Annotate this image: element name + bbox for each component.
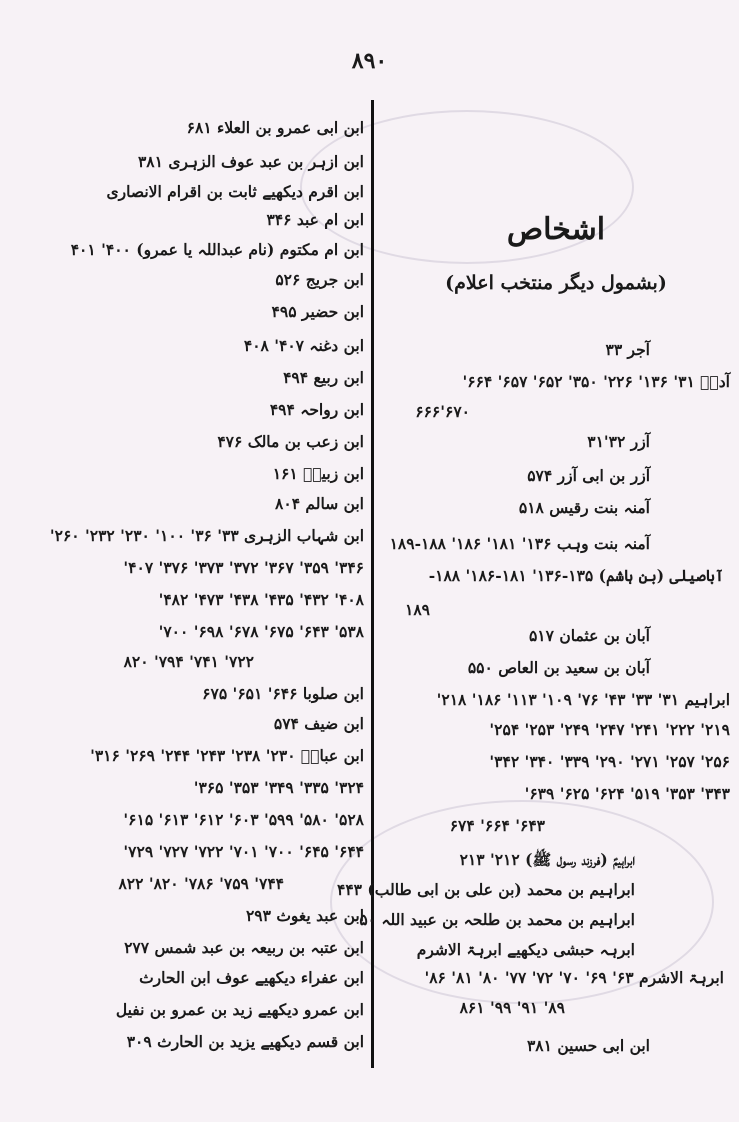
index-entry: ابن ربیع ۴۹۴ [283,368,364,387]
index-entry: آباصیلی (بن ہاشم) ۱۳۵-۱۳۶' ۱۸۱-۱۸۶' ۱۸۸- [428,566,724,585]
index-entry: ابن ازہر بن عبد عوف الزہری ۳۸۱ [137,152,364,171]
index-entry: ۲۱۹' ۲۲۲' ۲۴۱' ۲۴۷' ۲۴۹' ۲۵۳' ۲۵۴' [489,720,730,739]
index-entry: ابراہیمؑ (فرزند رسول ﷺ) ۲۱۲' ۲۱۳ [459,850,635,869]
index-entry: آبان بن سعید بن العاص ۵۵۰ [467,658,650,677]
index-entry: آجر ۳۳ [605,340,650,359]
section-heading: اشخاص [506,212,606,247]
index-entry: ۳۴۶' ۳۵۹' ۳۶۷' ۳۷۲' ۳۷۳' ۳۷۶' ۴۰۷' [123,558,364,577]
index-entry: ابن جریج ۵۲۶ [275,270,364,289]
index-entry: ۵۳۸' ۶۴۳' ۶۷۵' ۶۷۸' ۶۹۸' ۷۰۰' [158,622,364,641]
index-entry: ۱۸۹ [405,600,430,619]
index-entry: ابن شہاب الزہری ۳۳' ۳۶' ۱۰۰' ۲۳۰' ۲۳۲' ۲۶۰' [49,526,364,545]
index-entry: ۶۷۰'۶۶۶ [415,402,470,421]
index-entry: آدمؑ ۳۱' ۱۳۶' ۲۲۶' ۳۵۰' ۶۵۲' ۶۵۷' ۶۶۴' [462,372,730,391]
index-entry: ۳۴۳' ۳۵۳' ۵۱۹' ۶۲۴' ۶۲۵' ۶۳۹' [524,784,730,803]
index-entry: ۴۰۸' ۴۳۲' ۴۳۵' ۴۳۸' ۴۷۳' ۴۸۲' [158,590,364,609]
index-entry: ابن عباسؓ ۲۳۰' ۲۳۸' ۲۴۳' ۲۴۴' ۲۶۹' ۳۱۶' [90,746,364,765]
section-subheading: (بشمول دیگر منتخب اعلام) [445,272,667,294]
index-entry: ابن ابی عمرو بن العلاء ۶۸۱ [186,118,364,137]
index-entry: ابن عمرو دیکھیے زید بن عمرو بن نفیل [115,1000,364,1019]
index-entry: ابرہۃ الاشرم ۶۳' ۶۹' ۷۰' ۷۲' ۷۷' ۸۰' ۸۱' ۸۶' [424,968,724,987]
index-entry: ۲۵۶' ۲۵۷' ۲۷۱' ۲۹۰' ۳۳۹' ۳۴۰' ۳۴۲' [489,752,730,771]
page-number: ٨٩٠ [351,48,388,74]
index-entry: ابن ام مکتوم (نام عبداللہ یا عمرو) ۴۰۰' ۴۰۱ [70,240,364,259]
index-entry: ۳۲۴' ۳۳۵' ۳۴۹' ۳۵۳' ۳۶۵' [193,778,364,797]
index-entry: ۶۴۴' ۶۴۵' ۷۰۰' ۷۰۱' ۷۲۲' ۷۲۷' ۷۲۹' [123,842,364,861]
index-entry: ابن قسم دیکھیے یزید بن الحارث ۳۰۹ [126,1032,364,1051]
index-entry: آبان بن عثمان ۵۱۷ [528,626,650,645]
index-entry: ابن زعب بن مالک ۴۷۶ [217,432,364,451]
index-entry: ابن دغنہ ۴۰۷' ۴۰۸ [243,336,364,355]
index-entry: آزر ۳۲'۳۱ [587,432,650,451]
index-entry: ابن ضیف ۵۷۴ [273,714,364,733]
index-entry: ابرہہ حبشی دیکھیے ابرہۃ الاشرم [416,940,635,959]
index-entry: آمنہ بنت وہب ۱۳۶' ۱۸۱' ۱۸۶' ۱۸۸-۱۸۹ [389,534,650,553]
index-entry: ابن عفراء دیکھیے عوف ابن الحارث [139,968,364,987]
index-entry: ابن اقرم دیکھیے ثابت بن اقرام الانصاری [106,182,364,201]
index-entry: ابراہیم بن محمد (بن علی بن ابی طالب) ۴۴۳ [337,880,635,899]
index-entry: ابن عتبہ بن ربیعہ بن عبد شمس ۲۷۷ [124,938,364,957]
index-entry: ۷۲۲' ۷۴۱' ۷۹۴' ۸۲۰ [123,652,254,671]
index-entry: ابن صلوبا ۶۴۶' ۶۵۱' ۶۷۵ [202,684,364,703]
index-entry: ابن رواحہ ۴۹۴ [269,400,364,419]
index-entry: ابن حضیر ۴۹۵ [271,302,364,321]
index-entry: ابن ام عبد ۳۴۶ [266,210,364,229]
index-entry: ۵۲۸' ۵۸۰' ۵۹۹' ۶۰۳' ۶۱۲' ۶۱۳' ۶۱۵' [123,810,364,829]
index-entry: ۸۹' ۹۱' ۹۹' ۸۶۱ [459,998,565,1017]
index-entry: آمنہ بنت رقیس ۵۱۸ [518,498,650,517]
index-entry: ابن سالم ۸۰۴ [275,494,364,513]
index-entry: آزر بن ابی آزر ۵۷۴ [527,466,650,485]
index-entry: ابراہیم بن محمد بن طلحہ بن عبید اللہ ۵۰ [359,910,635,929]
index-entry: ابن زبیرؓ ۱۶۱ [272,464,364,483]
index-entry: ۶۴۳' ۶۶۴' ۶۷۴ [449,816,545,835]
index-entry: ۷۴۴' ۷۵۹' ۷۸۶' ۸۲۰' ۸۲۲ [118,874,284,893]
index-entry: ابن عبد یغوث ۲۹۳ [245,906,364,925]
left-column [14,0,364,1122]
index-entry: ابراہیم ۳۱' ۳۳' ۴۳' ۷۶' ۱۰۹' ۱۱۳' ۱۸۶' ۲۱۸' [436,690,730,709]
index-entry: ابن ابی حسین ۳۸۱ [526,1036,650,1055]
